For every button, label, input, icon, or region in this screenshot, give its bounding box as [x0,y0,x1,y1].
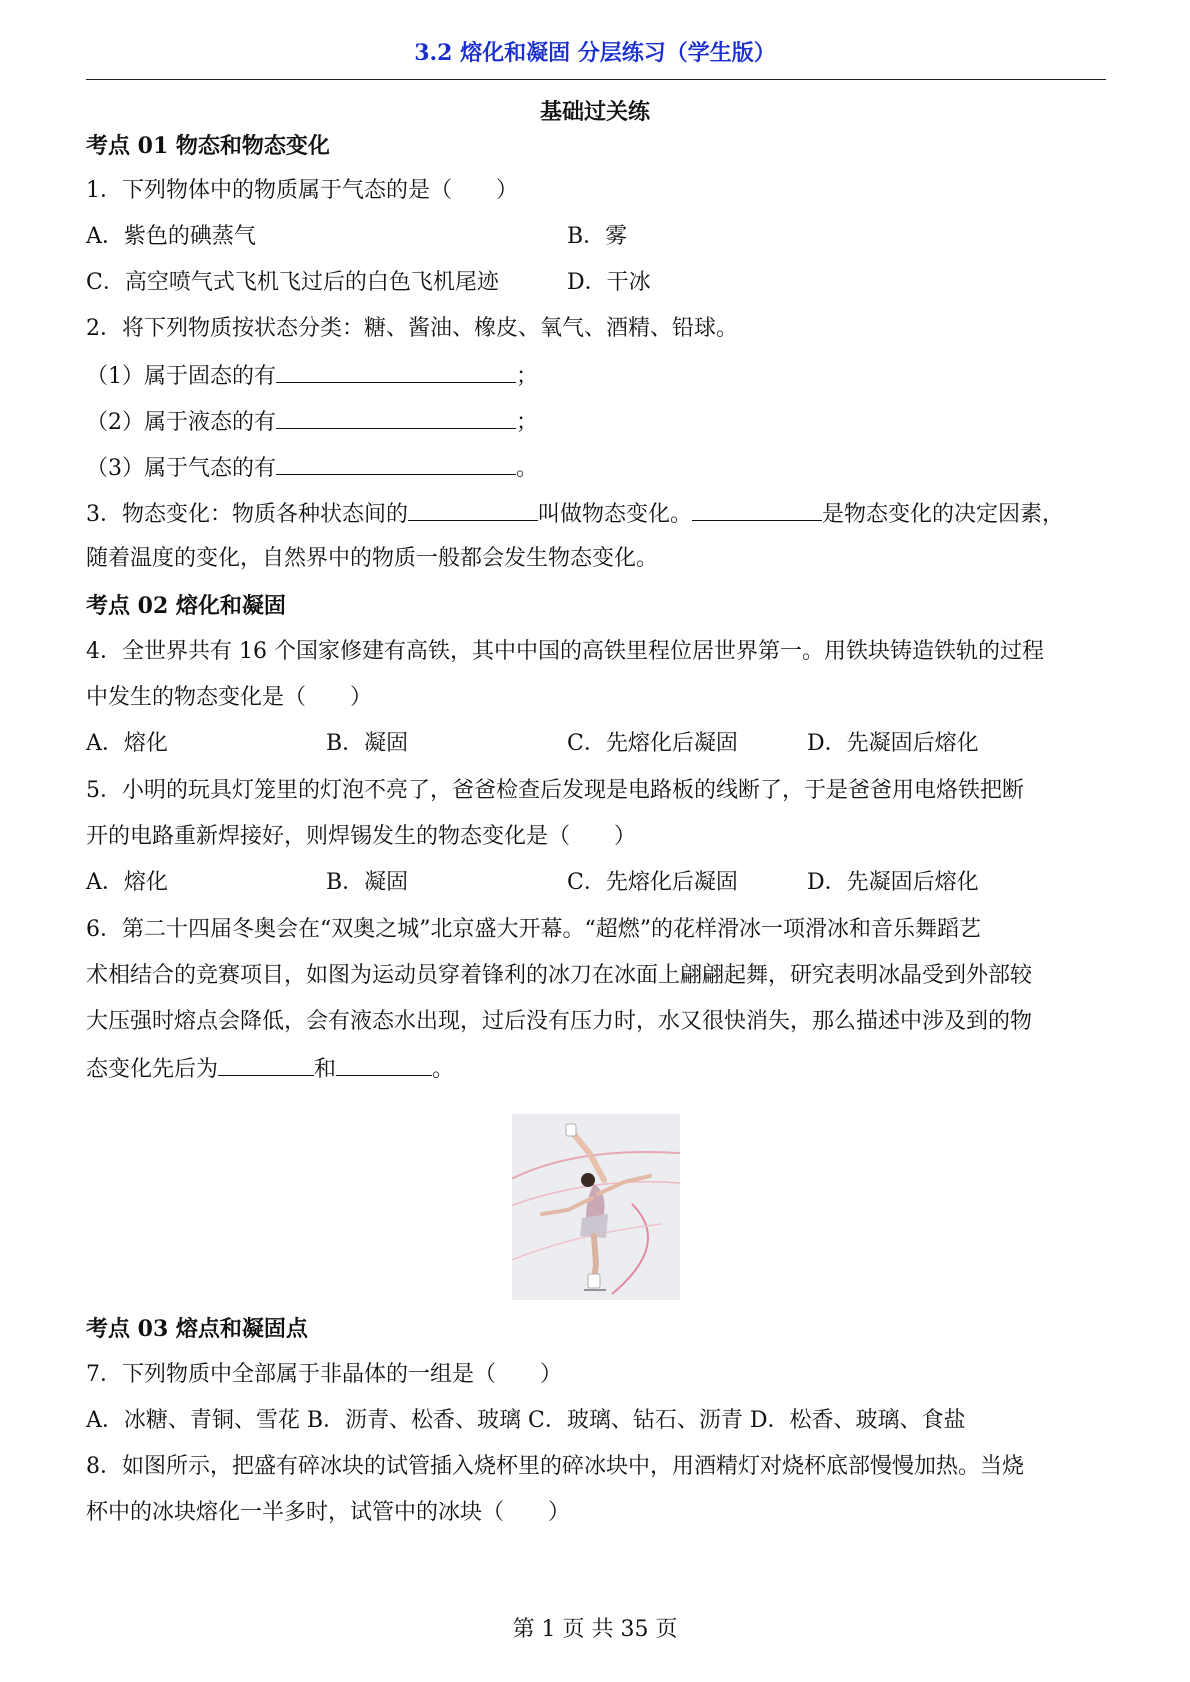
page-footer: 第 1 页 共 35 页 [512,1617,678,1642]
q2-part-2 [86,406,538,438]
q2-part-1-end: ； [516,364,539,389]
q6-text-3: 。 [432,1057,455,1082]
q5-line-1: 5．小明的玩具灯笼里的灯泡不亮了，爸爸检查后发现是电路板的线断了，于是爸爸用电烙铁把断 [86,778,1025,803]
q2-part-1 [86,360,538,392]
q1-option-a: A．紫色的碘蒸气 [86,224,256,249]
q2-answer-blank-3[interactable] [276,452,516,475]
q2-part-3-end: 。 [516,456,539,481]
q3-answer-blank-1[interactable] [408,498,538,521]
figure-skater-illustration [512,1114,680,1300]
kp2-heading: 考点 02 熔化和凝固 [86,593,286,619]
q2-part-3-label: （3）属于气态的有 [86,456,276,481]
q3-line-1 [86,498,1106,530]
figure-skater-image [512,1114,680,1300]
q2-part-2-end: ； [516,410,539,435]
q5-line-2: 开的电路重新焊接好，则焊锡发生的物态变化是（ ） [86,824,637,849]
q4-option-a: A．熔化 [86,731,168,756]
q4-option-c: C．先熔化后凝固 [567,731,738,756]
q5-option-b: B．凝固 [326,870,409,895]
q3-text-3: 是物态变化的决定因素， [822,502,1065,527]
page-header-title: 3.2 熔化和凝固 分层练习（学生版） [414,40,776,66]
q5-option-d: D．先凝固后熔化 [807,870,979,895]
q2-part-2-label: （2）属于液态的有 [86,410,276,435]
q8-line-1: 8．如图所示，把盛有碎冰块的试管插入烧杯里的碎冰块中，用酒精灯对烧杯底部慢慢加热。当烧 [86,1454,1025,1479]
q3-answer-blank-2[interactable] [692,498,822,521]
q1-option-d: D．干冰 [567,270,651,295]
q2-part-1-label: （1）属于固态的有 [86,364,276,389]
q6-text-2: 和 [314,1057,337,1082]
kp3-heading: 考点 03 熔点和凝固点 [86,1316,308,1342]
q6-text-1: 态变化先后为 [86,1057,219,1082]
q7-stem: 7．下列物质中全部属于非晶体的一组是（ ） [86,1362,562,1387]
q1-option-b: B．雾 [567,224,628,249]
q3-line-2: 随着温度的变化，自然界中的物质一般都会发生物态变化。 [86,546,659,571]
q6-line-1: 6．第二十四届冬奥会在“双奥之城”北京盛大开幕。“超燃”的花样滑冰一项滑冰和音乐舞蹈艺 [86,917,981,942]
q4-line-2: 中发生的物态变化是（ ） [86,685,373,710]
section-heading: 基础过关练 [539,99,650,125]
q6-line-3: 大压强时熔点会降低，会有液态水出现，过后没有压力时，水又很快消失，那么描述中涉及到的物 [86,1009,1033,1034]
q3-text-2: 叫做物态变化。 [538,502,693,527]
q2-stem: 2．将下列物质按状态分类：糖、酱油、橡皮、氧气、酒精、铅球。 [86,316,738,341]
q5-option-a: A．熔化 [86,870,168,895]
q4-option-b: B．凝固 [326,731,409,756]
q1-stem: 1．下列物体中的物质属于气态的是（ ） [86,178,518,203]
q6-line-2: 术相结合的竞赛项目，如图为运动员穿着锋利的冰刀在冰面上翩翩起舞，研究表明冰晶受到外部较 [86,963,1033,988]
q8-line-2: 杯中的冰块熔化一半多时，试管中的冰块（ ） [86,1500,571,1525]
q4-line-1: 4．全世界共有 16 个国家修建有高铁，其中中国的高铁里程位居世界第一。用铁块铸造铁轨的过程 [86,639,1044,664]
q2-answer-blank-1[interactable] [276,360,516,383]
q2-part-3 [86,452,538,484]
q6-line-4 [86,1053,454,1085]
q2-answer-blank-2[interactable] [276,406,516,429]
q4-option-d: D．先凝固后熔化 [807,731,979,756]
q6-answer-blank-1[interactable] [218,1053,314,1076]
q5-option-c: C．先熔化后凝固 [567,870,738,895]
kp1-heading: 考点 01 物态和物态变化 [86,133,330,159]
q6-answer-blank-2[interactable] [336,1053,432,1076]
header-divider [86,79,1106,80]
q3-text-1: 3．物态变化：物质各种状态间的 [86,502,408,527]
q1-option-c: C．高空喷气式飞机飞过后的白色飞机尾迹 [86,270,499,295]
q7-options: A．冰糖、青铜、雪花 B．沥青、松香、玻璃 C．玻璃、钻石、沥青 D．松香、玻璃、食盐 [86,1408,966,1433]
